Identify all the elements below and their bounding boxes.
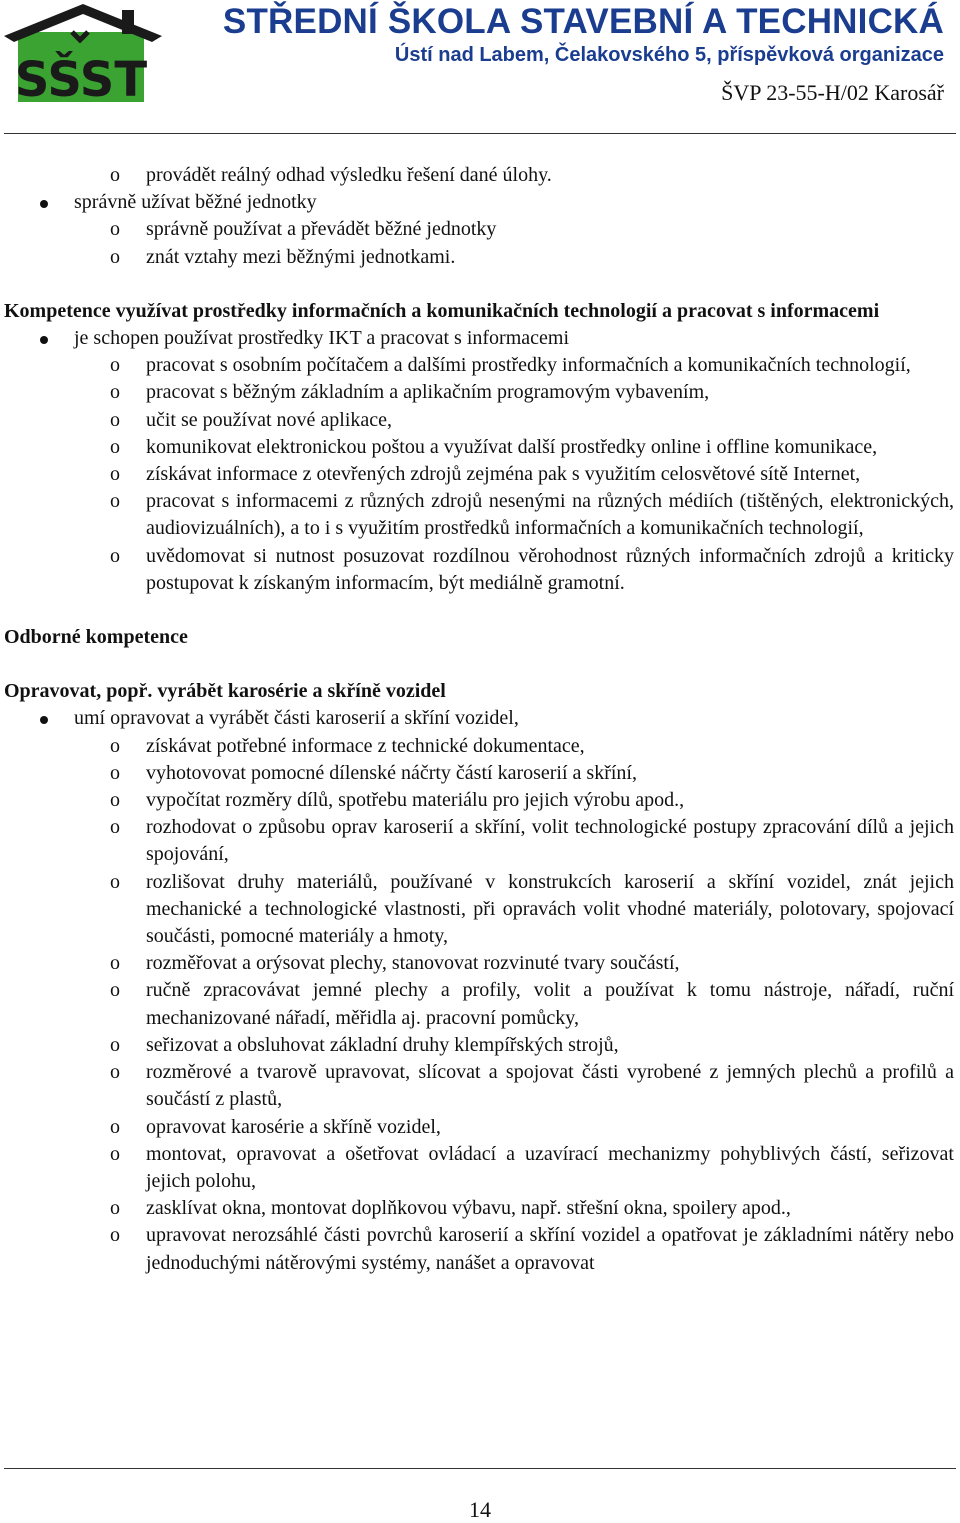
- sub-marker: o: [110, 490, 120, 513]
- list-item: o učit se používat nové aplikace,: [0, 407, 960, 434]
- sub-marker: o: [110, 1197, 120, 1220]
- section-heading-ikt: Kompetence využívat prostředky informačních a komunikačních technologií a pracovat s informacemi: [4, 299, 880, 322]
- document-body: [0, 162, 960, 1277]
- sub-marker: o: [110, 408, 120, 431]
- list-item: o získávat informace z otevřených zdrojů zejména pak s využitím celosvětové sítě Internet,: [0, 461, 960, 488]
- list-item: o rozhodovat o způsobu oprav karoserií a skříní, volit technologické postupy zpracování dílů a jejich spojování,: [110, 816, 954, 866]
- sub-marker: o: [110, 1142, 120, 1165]
- list-item: o pracovat s informacemi z různých zdrojů nesenými na různých médiích (tištěných, elektronických, audiovizuálních), a to i s využitím prostředků informačních a komunikačních technologií,: [110, 490, 954, 540]
- sub-marker: o: [110, 463, 120, 486]
- list-item: o komunikovat elektronickou poštou a využívat další prostředky online i offline komunikace,: [0, 434, 960, 461]
- list-item: o zasklívat okna, montovat doplňkovou výbavu, např. střešní okna, spoilery apod.,: [0, 1195, 960, 1222]
- sub-marker: o: [110, 870, 120, 893]
- list-item: o rozlišovat druhy materiálů, používané v konstrukcích karoserií a skříní vozidel, znát jejich mechanické a technologické vlastnosti, při opravách volit vhodné materiály, polotovary, spojovací součásti, pomocné materiály a hmoty,: [110, 870, 954, 948]
- list-item: o vypočítat rozměry dílů, spotřebu materiálu pro jejich výrobu apod.,: [0, 787, 960, 814]
- list-item: o opravovat karosérie a skříně vozidel,: [0, 1114, 960, 1141]
- list-item: o správně používat a převádět běžné jednotky: [0, 216, 960, 243]
- school-logo: [4, 2, 162, 103]
- sub-marker: o: [110, 1061, 120, 1084]
- sub-marker: o: [110, 245, 120, 268]
- list-item: o seřizovat a obsluhovat základní druhy klempířských strojů,: [0, 1032, 960, 1059]
- sub-marker: o: [110, 544, 120, 567]
- list-item: o znát vztahy mezi běžnými jednotkami.: [0, 244, 960, 271]
- bullet-item: je schopen používat prostředky IKT a pracovat s informacemi: [0, 325, 960, 352]
- program-code: ŠVP 23-55-H/02 Karosář: [721, 80, 944, 105]
- list-item: o pracovat s osobním počítačem a dalšími prostředky informačních a komunikačních technologií,: [0, 352, 960, 379]
- list-item: o pracovat s běžným základním a aplikačním programovým vybavením,: [0, 379, 960, 406]
- school-name: STŘEDNÍ ŠKOLA STAVEBNÍ A TECHNICKÁ: [222, 2, 944, 41]
- bullet-item: správně užívat běžné jednotky: [0, 189, 960, 216]
- list-item: o získávat potřebné informace z technické dokumentace,: [0, 733, 960, 760]
- sub-marker: o: [110, 435, 120, 458]
- bullet-item: umí opravovat a vyrábět části karoserií a skříní vozidel,: [0, 705, 960, 732]
- list-item: o upravovat nerozsáhlé části povrchů karoserií a skříní vozidel a opatřovat je základními nátěry nebo jednoduchými nátěrovými systémy, nanášet a opravovat: [110, 1224, 954, 1274]
- sub-marker: o: [110, 1115, 120, 1138]
- section-heading-opravovat: Opravovat, popř. vyrábět karosérie a skříně vozidel: [4, 680, 446, 703]
- sub-marker: o: [110, 979, 120, 1002]
- page-number: 14: [469, 1497, 491, 1522]
- sub-marker: o: [110, 381, 120, 404]
- list-item: o rozměřovat a orýsovat plechy, stanovovat rozvinuté tvary součástí,: [0, 950, 960, 977]
- bullet-icon: [40, 716, 48, 724]
- header-divider: [4, 133, 956, 134]
- sub-marker: o: [110, 816, 120, 839]
- sub-marker: o: [110, 1224, 120, 1247]
- bullet-icon: [40, 200, 48, 208]
- footer-divider: [4, 1468, 956, 1469]
- sub-marker: o: [110, 952, 120, 975]
- svg-text:SŠST: SŠST: [14, 52, 148, 103]
- sub-marker: o: [110, 789, 120, 812]
- list-item: o montovat, opravovat a ošetřovat ovládací a uzavírací mechanizmy pohyblivých částí, seřizovat jejich polohu,: [110, 1142, 954, 1192]
- sub-marker: o: [110, 354, 120, 377]
- page-header: [0, 0, 960, 136]
- list-item: o rozměrové a tvarově upravovat, slícovat a spojovat části vyrobené z jemných plechů a profilů a součástí z plastů,: [110, 1061, 954, 1111]
- school-address: Ústí nad Labem, Čelakovského 5, příspěvková organizace: [394, 44, 944, 66]
- sub-marker: o: [110, 734, 120, 757]
- sub-marker: o: [110, 218, 120, 241]
- sub-marker: o: [110, 761, 120, 784]
- sub-marker: o: [110, 164, 120, 186]
- list-item: o vyhotovovat pomocné dílenské náčrty částí karoserií a skříní,: [0, 760, 960, 787]
- sub-marker: o: [110, 1033, 120, 1056]
- list-item: o uvědomovat si nutnost posuzovat rozdílnou věrohodnost různých informačních zdrojů a kriticky postupovat k získaným informacím, být mediálně gramotní.: [110, 544, 954, 594]
- list-item: o provádět reálný odhad výsledku řešení dané úlohy.: [0, 162, 960, 189]
- bullet-icon: [40, 336, 48, 344]
- list-item: o ručně zpracovávat jemné plechy a profily, volit a používat k tomu nástroje, nářadí, ruční mechanizované nářadí, měřidla aj. pracovní pomůcky,: [110, 979, 954, 1029]
- section-heading-odborne: Odborné kompetence: [4, 626, 188, 649]
